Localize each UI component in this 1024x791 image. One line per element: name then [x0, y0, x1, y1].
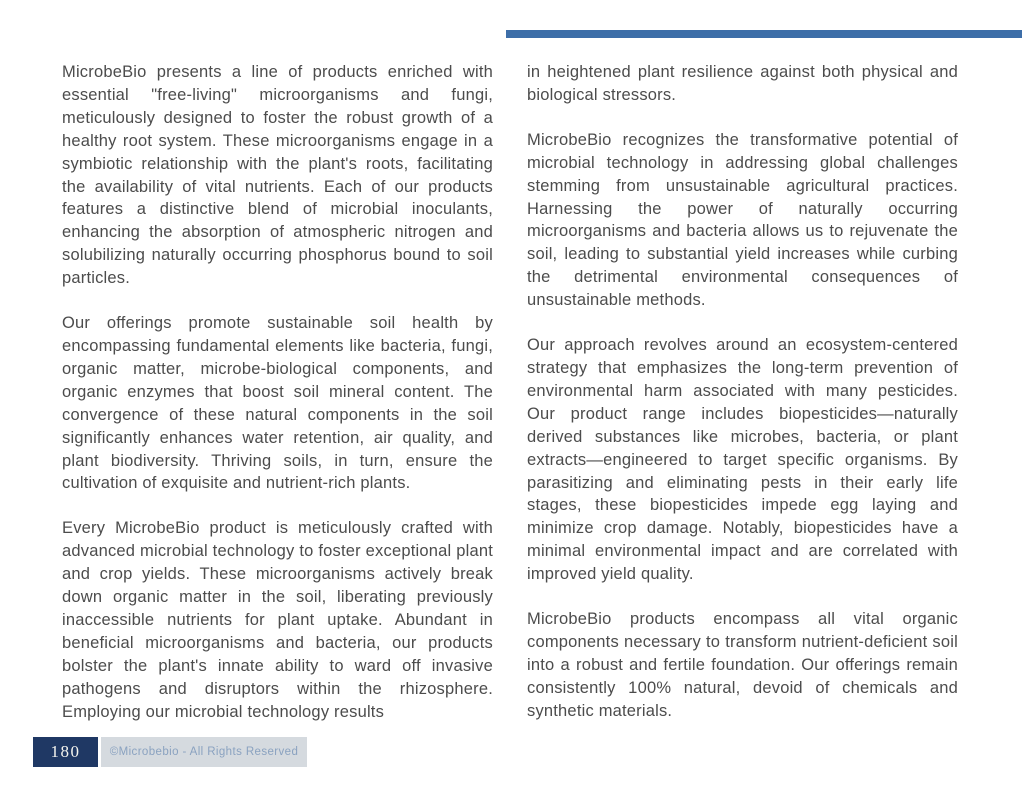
paragraph: Our approach revolves around an ecosystem-centered strategy that emphasizes the long-term prevention of environmental harm associated with many pesticides. Our product range includes biopesticides—naturally derived substances like microbes, bacteria, or plant extracts—engineered to target specific organisms. By parasitizing and eliminating pests in their early life stages, these biopesticides impede egg laying and minimize crop damage. Notably, biopesticides have a minimal environmental impact and are correlated with improved yield quality.: [527, 336, 958, 584]
paragraph: Every MicrobeBio product is meticulously crafted with advanced microbial technology to foster exceptional plant and crop yields. These microorganisms actively break down organic matter in the soil, liberating previously inaccessible nutrients for plant uptake. Abundant in beneficial microorganisms and bacteria, our products bolster the plant's innate ability to ward off invasive pathogens and disruptors within the rhizosphere. Employing our microbial technology results: [62, 519, 493, 721]
paragraph: MicrobeBio presents a line of products enriched with essential "free-living" microorganisms and fungi, meticulously designed to foster the robust growth of a healthy root system. These microorganisms engage in a symbiotic relationship with the plant's roots, facilitating the availability of vital nutrients. Each of our products features a distinctive blend of microbial inoculants, enhancing the absorption of atmospheric nitrogen and solubilizing naturally occurring phosphorus bound to soil particles.: [62, 63, 493, 288]
right-text-column: [527, 61, 958, 745]
left-text-column: [62, 61, 493, 745]
paragraph: Our offerings promote sustainable soil health by encompassing fundamental elements like bacteria, fungi, organic matter, microbe-biological components, and organic enzymes that boost soil mineral content. The convergence of these natural components in the soil significantly enhances water retention, air quality, and plant biodiversity. Thriving soils, in turn, ensure the cultivation of exquisite and nutrient-rich plants.: [62, 314, 493, 493]
page-number-badge: 180: [33, 737, 98, 767]
paragraph: MicrobeBio products encompass all vital organic components necessary to transform nutrient-deficient soil into a robust and fertile foundation. Our offerings remain consistently 100% natural, devoid of chemicals and synthetic materials.: [527, 610, 958, 720]
paragraph: in heightened plant resilience against both physical and biological stressors.: [527, 63, 958, 104]
footer-copyright-bar: ©Microbebio - All Rights Reserved: [101, 737, 307, 767]
top-accent-bar: [506, 30, 1022, 38]
paragraph: MicrobeBio recognizes the transformative potential of microbial technology in addressing global challenges stemming from unsustainable agricultural practices. Harnessing the power of naturally occurring microorganisms and bacteria allows us to rejuvenate the soil, leading to substantial yield increases while curbing the detrimental environmental consequences of unsustainable methods.: [527, 130, 958, 310]
